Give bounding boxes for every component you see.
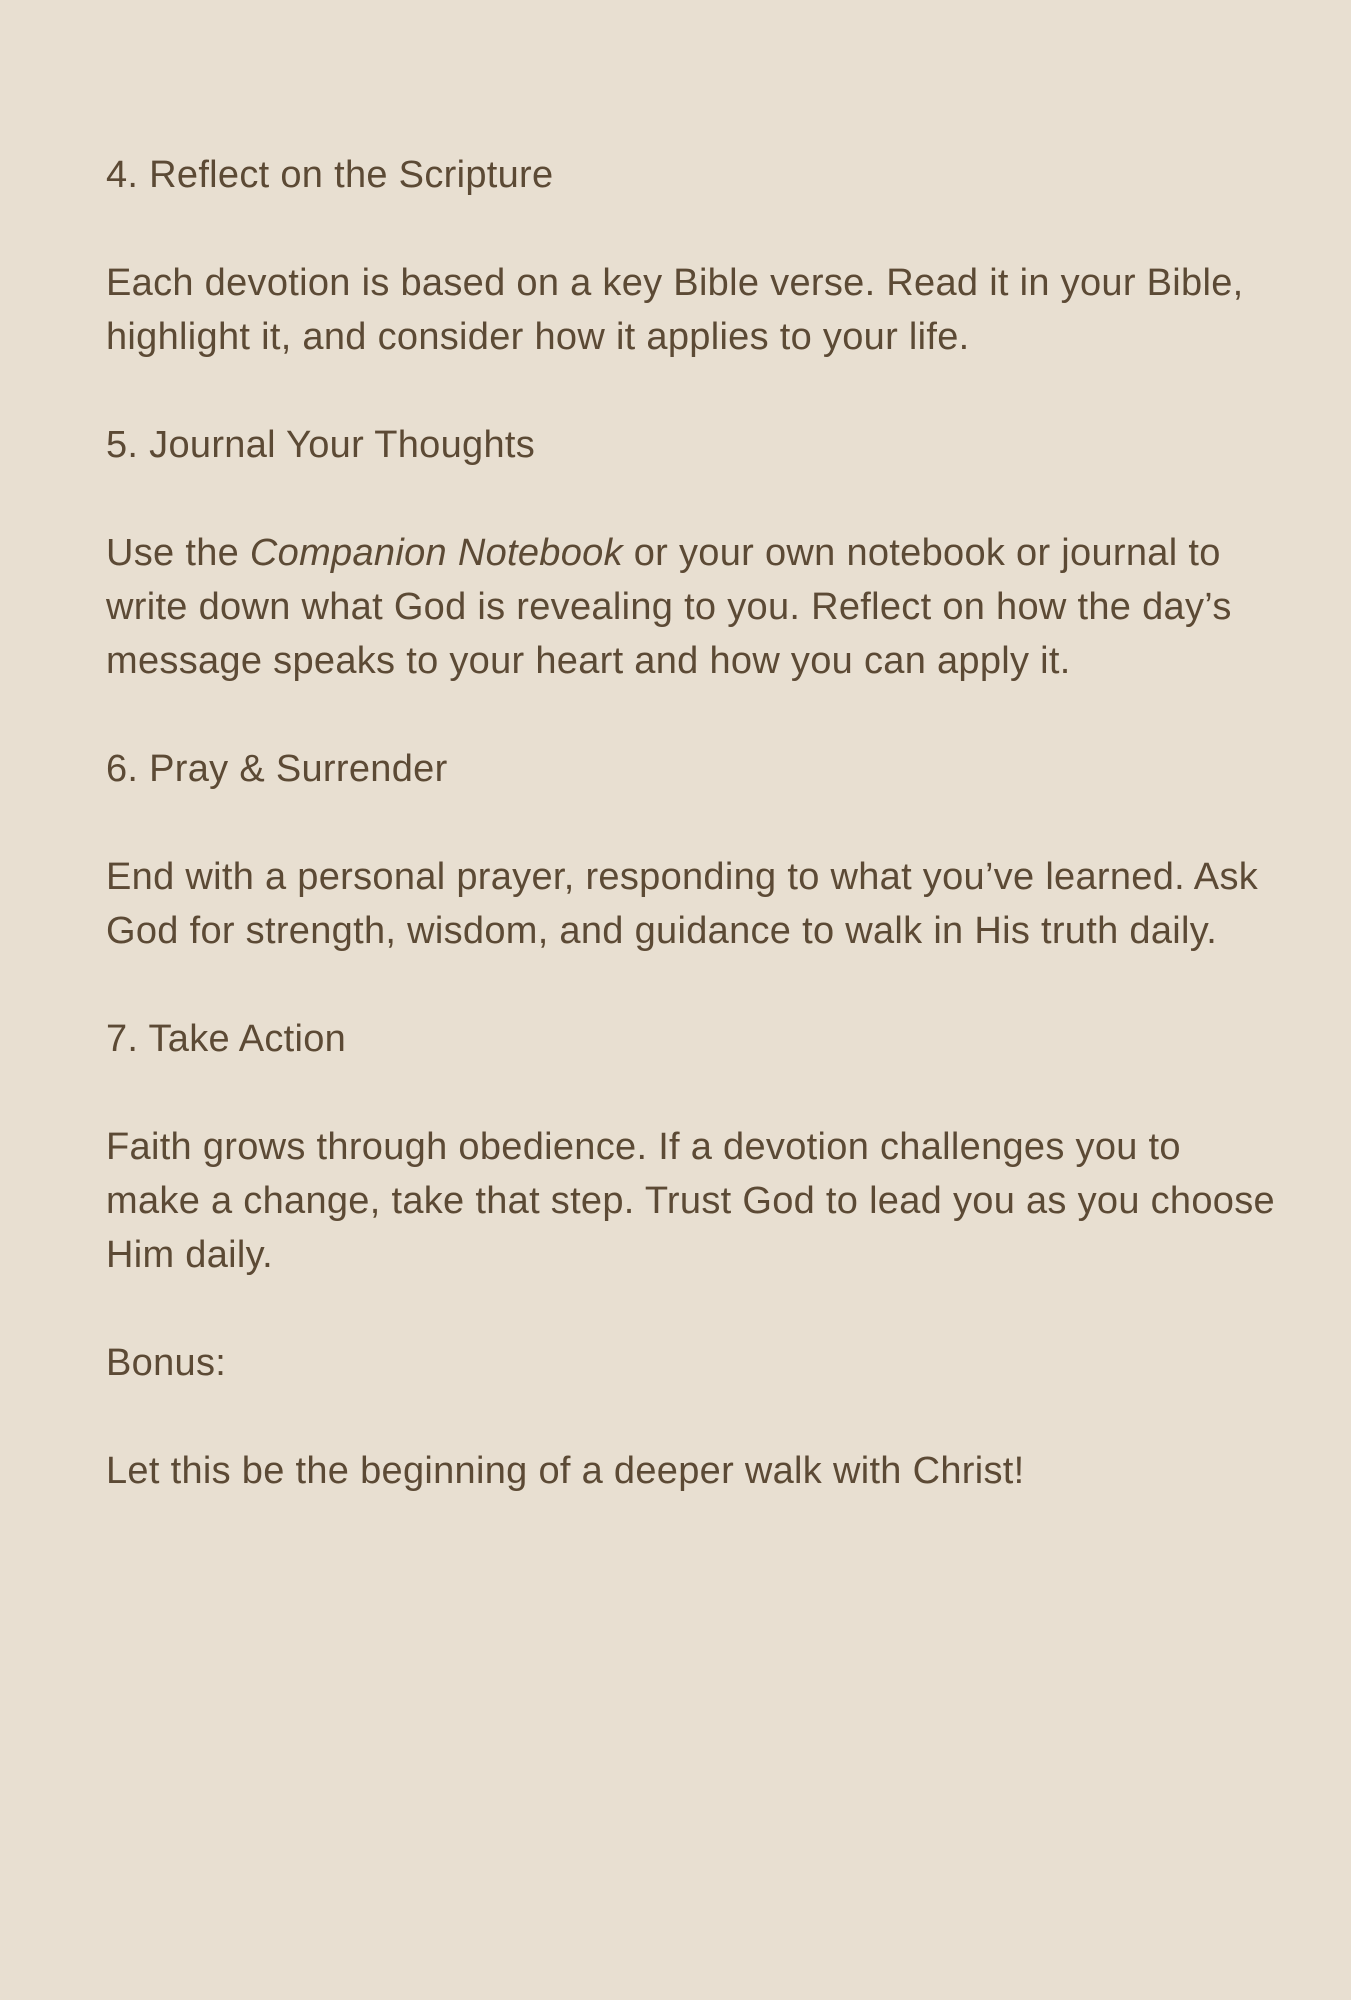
journal-body-start: Use the <box>106 532 250 574</box>
section-heading-journal: 5. Journal Your Thoughts <box>106 424 536 466</box>
section-body-reflect: Each devotion is based on a key Bible verse. Read it in your Bible, highlight it, and consider how it applies to your life. <box>106 262 1244 358</box>
section-heading-reflect: 4. Reflect on the Scripture <box>106 154 554 196</box>
companion-notebook-title: Companion Notebook <box>249 532 623 574</box>
section-heading-bonus: Bonus: <box>106 1342 227 1384</box>
section-heading-action: 7. Take Action <box>106 1018 347 1060</box>
devotion-instructions <box>106 148 1276 1552</box>
section-body-bonus: Let this be the beginning of a deeper walk with Christ! <box>106 1450 1025 1492</box>
section-body-action: Faith grows through obedience. If a devotion challenges you to make a change, take that step. Trust God to lead you as you choose Him daily. <box>106 1126 1275 1276</box>
journal-body-end: or your own notebook or journal to write down what God is revealing to you. Reflect on how the day’s message speaks to your heart and how you can apply it. <box>106 532 1232 682</box>
section-heading-pray: 6. Pray & Surrender <box>106 748 448 790</box>
section-body-journal <box>106 526 1276 688</box>
section-body-pray: End with a personal prayer, responding to what you’ve learned. Ask God for strength, wisdom, and guidance to walk in His truth daily. <box>106 856 1259 952</box>
